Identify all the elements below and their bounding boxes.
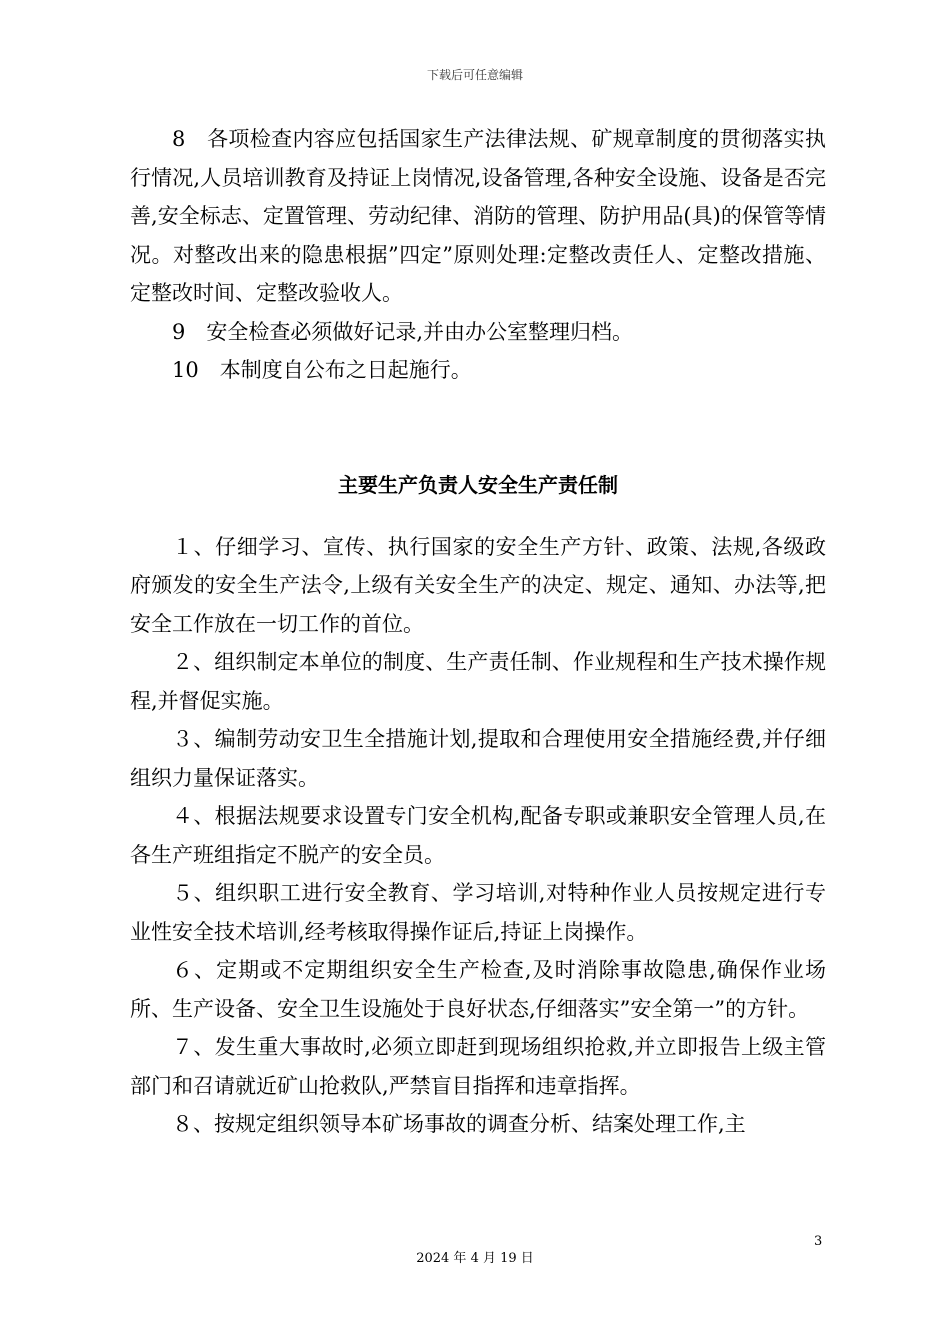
responsibility-item-8: ８、按规定组织领导本矿场事故的调查分析、结案处理工作,主 (172, 1112, 746, 1136)
responsibility-item-4: ４、根据法规要求设置专门安全机构,配备专职或兼职安全管理人员,在各生产班组指定不脱产的安全员。 (130, 804, 826, 867)
footer-date: 2024 年 4 月 19 日 (416, 1251, 534, 1266)
section-title: 主要生产负责人安全生产责任制 (338, 472, 618, 497)
paragraph-item-9: 9 安全检查必须做好记录,并由办公室整理归档。 (172, 319, 634, 344)
page-header: 下载后可任意编辑 (426, 68, 523, 82)
document-body (130, 120, 826, 1144)
responsibility-item-2: ２、组织制定本单位的制度、生产责任制、作业规程和生产技术操作规程,并督促实施。 (130, 650, 826, 713)
responsibility-item-3: ３、编制劳动安卫生全措施计划,提取和合理使用安全措施经费,并仔细组织力量保证落实。 (130, 727, 826, 790)
page-number: 3 (814, 1234, 823, 1249)
responsibility-item-6: ６、定期或不定期组织安全生产检查,及时消除事故隐患,确保作业场所、生产设备、安全卫生设施处于良好状态,仔细落实”安全第一”的方针。 (130, 958, 826, 1021)
paragraph-item-10: 10 本制度自公布之日起施行。 (172, 358, 472, 382)
responsibility-item-7: ７、发生重大事故时,必须立即赶到现场组织抢救,并立即报告上级主管部门和召请就近矿山抢救队,严禁盲目指挥和违章指挥。 (130, 1035, 826, 1098)
responsibility-item-5: ５、组织职工进行安全教育、学习培训,对特种作业人员按规定进行专业性安全技术培训,经考核取得操作证后,持证上岗操作。 (130, 881, 826, 944)
spacer (130, 500, 826, 528)
responsibility-item-1: １、仔细学习、宣传、执行国家的安全生产方针、政策、法规,各级政府颁发的安全生产法令,上级有关安全生产的决定、规定、通知、办法等,把安全工作放在一切工作的首位。 (130, 534, 826, 636)
spacer (130, 390, 826, 470)
paragraph-item-8: 8 各项检查内容应包括国家生产法律法规、矿规章制度的贯彻落实执行情况,人员培训教育及持证上岗情况,设备管理,各种安全设施、设备是否完善,安全标志、定置管理、劳动纪律、消防的管理、防护用品(具)的保管等情况。对整改出来的隐患根据”四定”原则处理:定整改责任人、定整改措施、定整改时间、定整改验收人。 (130, 127, 826, 305)
